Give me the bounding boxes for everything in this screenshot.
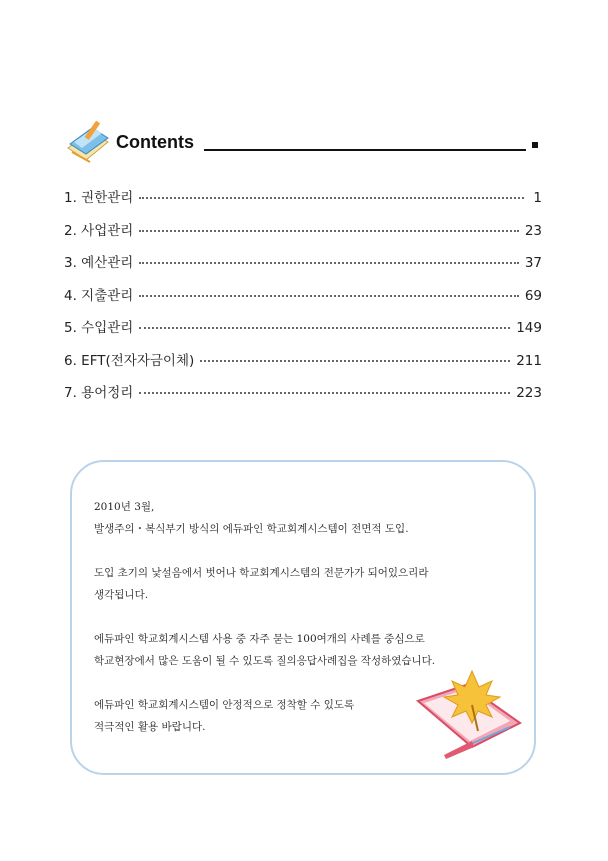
toc-label: 7. 용어정리 [64,385,134,401]
toc-label: 5. 수입관리 [64,320,134,336]
toc-leader-dots [139,230,518,232]
toc-page-number: 69 [524,287,542,304]
toc-page-number: 223 [516,385,542,401]
toc-page-number: 1 [533,190,542,206]
book-pencil-icon [64,118,112,164]
toc-entry-1[interactable] [64,186,542,219]
toc-leader-dots [139,392,510,394]
note-line: 에듀파인 학교회계시스템이 안정적으로 정착할 수 있도록 [94,699,355,711]
toc-leader-dots [139,295,518,297]
toc-label: 6. EFT(전자자금이체) [64,352,195,369]
note-line: 에듀파인 학교회계시스템 사용 중 자주 묻는 100여개의 사례를 중심으로 [94,633,425,645]
toc-entry-6[interactable] [64,349,542,382]
note-date: 2010년 3월, [94,501,155,513]
note-line: 도입 초기의 낯설음에서 벗어나 학교회계시스템의 전문가가 되어있으리라 [94,567,429,579]
toc-leader-dots [200,360,510,362]
toc-entry-5[interactable] [64,316,542,349]
toc-entry-3[interactable] [64,251,542,284]
note-line: 생각됩니다. [94,589,149,601]
table-of-contents [64,186,542,414]
toc-page-number: 23 [524,222,542,239]
toc-label: 4. 지출관리 [64,287,134,304]
contents-title: Contents [116,132,194,152]
toc-label: 2. 사업관리 [64,222,134,239]
toc-entry-2[interactable] [64,219,542,252]
toc-page-number: 149 [516,320,542,336]
title-underline [204,149,526,151]
contents-header [64,118,544,164]
toc-leader-dots [139,262,518,264]
note-line: 적극적인 활용 바랍니다. [94,721,206,733]
note-line: 발생주의・복식부기 방식의 에듀파인 학교회계시스템이 전면적 도입. [94,523,409,535]
toc-label: 3. 예산관리 [64,255,134,271]
title-end-square [532,142,538,148]
toc-label: 1. 권한관리 [64,190,134,206]
note-line: 학교현장에서 많은 도움이 될 수 있도록 질의응답사례집을 작성하였습니다. [94,655,436,667]
intro-note-box [70,460,536,775]
toc-leader-dots [139,327,510,329]
toc-page-number: 211 [516,352,542,369]
toc-page-number: 37 [524,255,542,271]
toc-leader-dots [139,197,524,199]
toc-entry-4[interactable] [64,284,542,317]
book-maple-leaf-icon [410,667,530,759]
toc-entry-7[interactable] [64,381,542,414]
